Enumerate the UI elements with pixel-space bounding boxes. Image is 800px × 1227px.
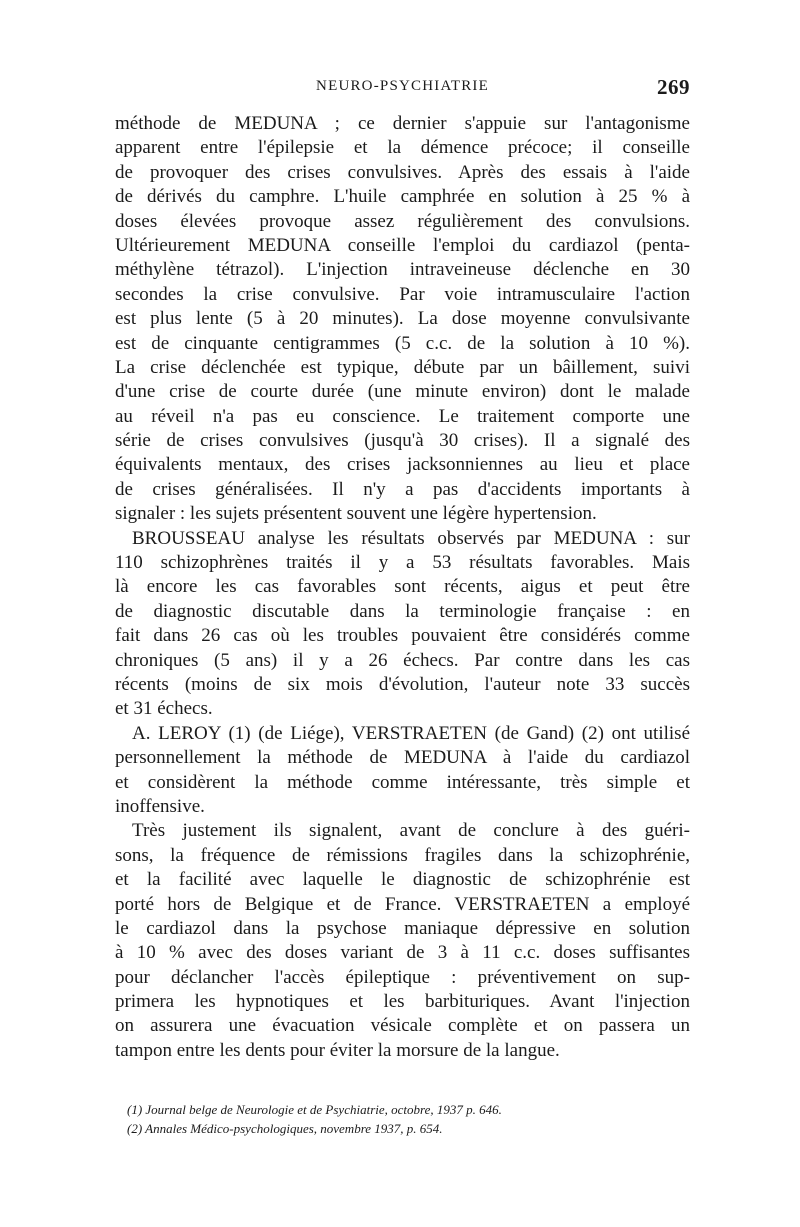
text-line: La crise déclenchée est typique, débute par un bâillement, suivi xyxy=(115,356,690,378)
text-line: sons, la fréquence de rémissions fragiles dans la schizophrénie, xyxy=(115,844,690,866)
text-line: méthylène tétrazol). L'injection intraveineuse déclenche en 30 xyxy=(115,259,690,281)
text-line: chroniques (5 ans) il y a 26 échecs. Par contre dans les cas xyxy=(115,649,690,671)
text-line: et la facilité avec laquelle le diagnostic de schizophrénie est xyxy=(115,869,690,891)
text-line: et considèrent la méthode comme intéressante, très simple et xyxy=(115,771,690,793)
text-line: inoffensive. xyxy=(115,795,205,817)
text-line: série de crises convulsives (jusqu'à 30 crises). Il a signalé des xyxy=(115,430,690,452)
text-line: doses élevées provoque assez régulièrement des convulsions. xyxy=(115,210,690,232)
text-line: fait dans 26 cas où les troubles pouvaient être considérés comme xyxy=(115,625,690,647)
text-line: de provoquer des crises convulsives. Après des essais à l'aide xyxy=(115,161,690,183)
page-number: 269 xyxy=(657,75,690,99)
body-text xyxy=(115,112,690,1063)
text-line: à 10 % avec des doses variant de 3 à 11 c.c. doses suffisantes xyxy=(115,942,690,964)
text-line: de dérivés du camphre. L'huile camphrée en solution à 25 % à xyxy=(115,186,690,208)
text-line: on assurera une évacuation vésicale complète et on passera un xyxy=(115,1015,690,1037)
text-line: A. LEROY (1) (de Liége), VERSTRAETEN (de Gand) (2) ont utilisé xyxy=(132,722,690,744)
text-line: personnellement la méthode de MEDUNA à l'aide du cardiazol xyxy=(115,747,690,769)
text-line: là encore les cas favorables sont récents, aigus et peut être xyxy=(115,576,690,598)
text-line: secondes la crise convulsive. Par voie intramusculaire l'action xyxy=(115,283,690,305)
footnotes xyxy=(127,1100,690,1138)
text-line: primera les hypnotiques et les barbituriques. Avant l'injection xyxy=(115,991,690,1013)
footnote: (1) Journal belge de Neurologie et de Psychiatrie, octobre, 1937 p. 646. xyxy=(127,1102,502,1117)
text-line: BROUSSEAU analyse les résultats observés par MEDUNA : sur xyxy=(132,527,690,549)
text-line: d'une crise de courte durée (une minute environ) dont le malade xyxy=(115,381,690,403)
page-header xyxy=(115,75,690,102)
text-line: signaler : les sujets présentent souvent une légère hypertension. xyxy=(115,503,597,525)
text-line: Très justement ils signalent, avant de conclure à des guéri- xyxy=(132,820,690,842)
text-line: Ultérieurement MEDUNA conseille l'emploi du cardiazol (penta- xyxy=(115,234,690,256)
text-line: 110 schizophrènes traités il y a 53 résultats favorables. Mais xyxy=(115,552,690,574)
text-line: apparent entre l'épilepsie et la démence précoce; il conseille xyxy=(115,137,690,159)
text-line: équivalents mentaux, des crises jacksonniennes au lieu et place xyxy=(115,454,690,476)
footnote: (2) Annales Médico-psychologiques, novembre 1937, p. 654. xyxy=(127,1121,443,1136)
text-line: est de cinquante centigrammes (5 c.c. de la solution à 10 %). xyxy=(115,332,690,354)
text-line: pour déclancher l'accès épileptique : préventivement on sup- xyxy=(115,966,690,988)
running-head: NEURO-PSYCHIATRIE xyxy=(316,78,489,94)
text-line: de crises généralisées. Il n'y a pas d'accidents importants à xyxy=(115,478,690,500)
text-line: et 31 échecs. xyxy=(115,698,213,720)
text-line: au réveil n'a pas eu conscience. Le traitement comporte une xyxy=(115,405,690,427)
text-line: est plus lente (5 à 20 minutes). La dose moyenne convulsivante xyxy=(115,308,690,330)
text-line: porté hors de Belgique et de France. VERSTRAETEN a employé xyxy=(115,893,690,915)
text-line: méthode de MEDUNA ; ce dernier s'appuie sur l'antagonisme xyxy=(115,113,690,134)
text-line: le cardiazol dans la psychose maniaque dépressive en solution xyxy=(115,917,690,939)
text-line: de diagnostic discutable dans la terminologie française : en xyxy=(115,600,690,622)
text-line: tampon entre les dents pour éviter la morsure de la langue. xyxy=(115,1039,560,1061)
text-line: récents (moins de six mois d'évolution, l'auteur note 33 succès xyxy=(115,673,690,695)
